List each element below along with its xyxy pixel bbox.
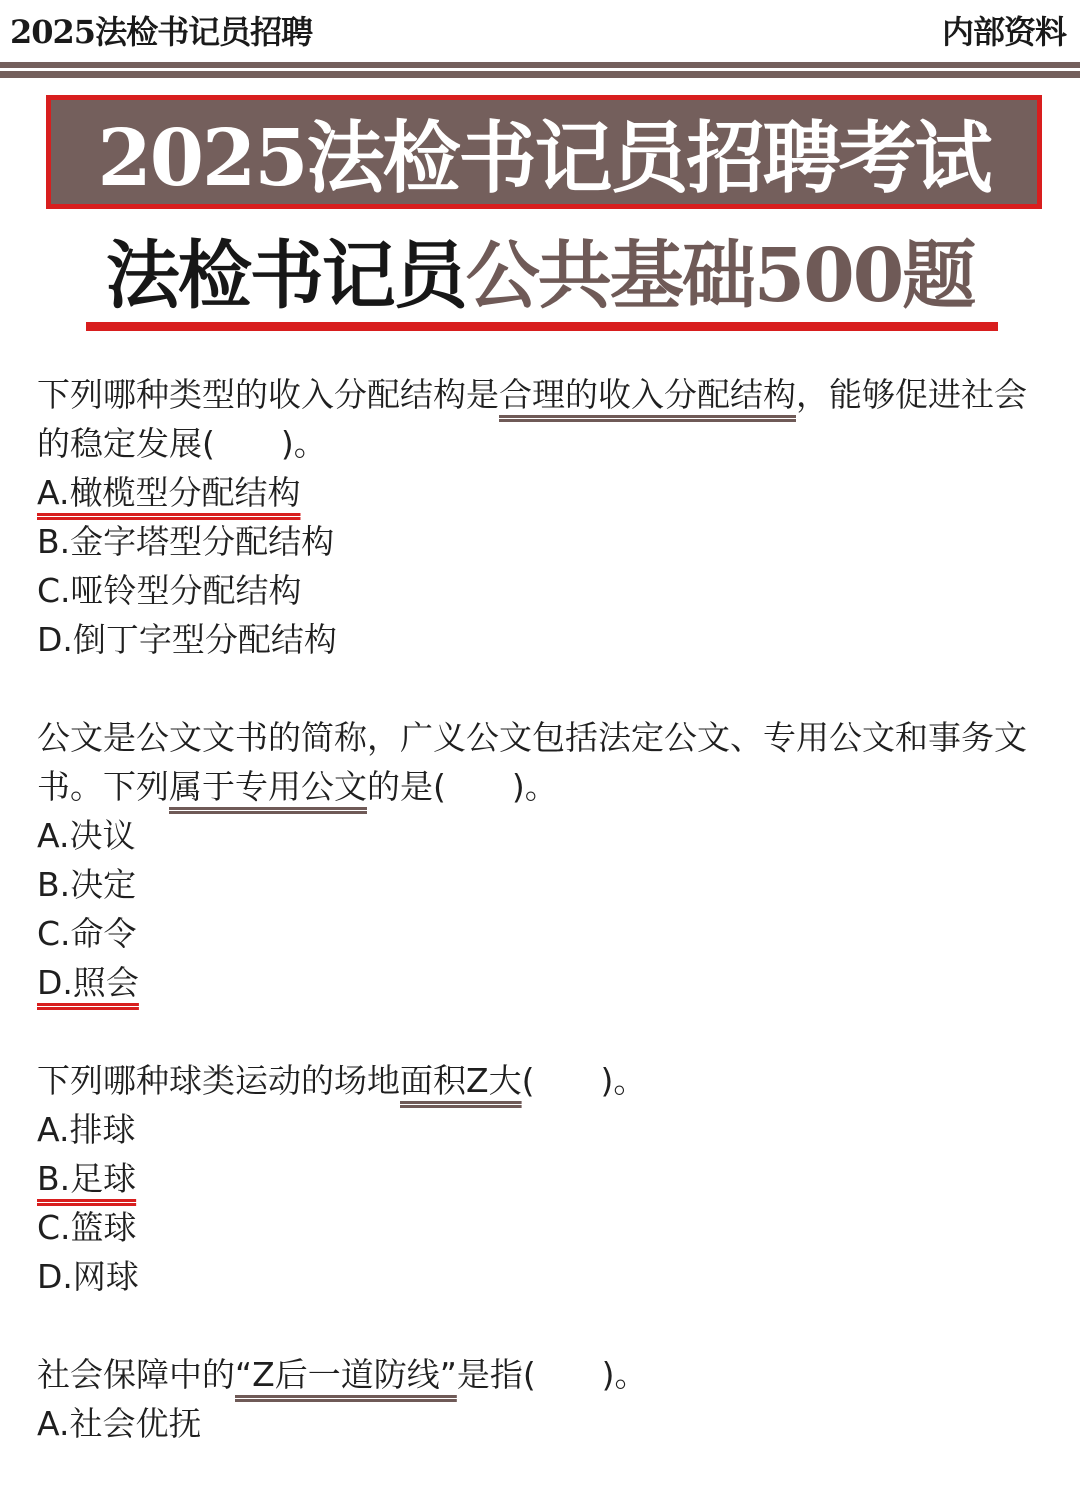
question-stem [37,713,1047,811]
stem-keyword: “Z后一道防线” [235,1355,457,1394]
option-b: B.决定 [37,865,137,904]
option-c: C.命令 [37,914,137,953]
subtitle-brown: 公共基础500题 [465,233,975,319]
option-a [37,468,1047,517]
option-b: B.金字塔型分配结构 [37,522,335,561]
subtitle-underline [86,322,998,331]
option-b [37,1154,1047,1203]
banner-title: 2025法检书记员招聘考试 [97,113,991,204]
header-divider-line [0,68,1080,71]
stem-text: ，能够促进社会的稳定发展( )。 [37,375,1027,463]
option-d [37,958,1047,1007]
answer-option: B.足球 [37,1159,137,1198]
title-banner [46,95,1042,209]
option-c: C.篮球 [37,1208,137,1247]
stem-text: 公文是公文文书的简称，广义公文包括法定公文、专用公文和事务文书。下列 [37,718,1027,806]
header-tag: 内部资料 [941,13,1066,51]
option-c: C.哑铃型分配结构 [37,571,302,610]
question-item [37,713,1047,1007]
option-a: A.决议 [37,816,136,855]
stem-text: 社会保障中的 [37,1355,235,1394]
page-subtitle [0,234,1080,318]
answer-option: A.橄榄型分配结构 [37,473,301,512]
stem-text: 下列哪种球类运动的场地 [37,1061,400,1100]
stem-text: ( )。 [521,1061,647,1100]
option-a: A.排球 [37,1110,136,1149]
stem-text: 下列哪种类型的收入分配结构是 [37,375,499,414]
stem-text: 的是( )。 [367,767,558,806]
top-header [0,0,1080,62]
header-title: 2025法检书记员招聘 [10,13,313,51]
question-item [37,1056,1047,1301]
question-list [37,370,1047,1497]
stem-keyword: 属于专用公文 [169,767,367,806]
question-item [37,1350,1047,1448]
question-item [37,370,1047,664]
question-stem [37,1056,1047,1105]
title-banner-inner [51,100,1037,204]
question-stem [37,370,1047,468]
stem-keyword: 面积Z大 [400,1061,522,1100]
option-d: D.网球 [37,1257,139,1296]
option-a: A.社会优抚 [37,1404,202,1443]
answer-option: D.照会 [37,963,139,1002]
stem-keyword: 合理的收入分配结构 [499,375,796,414]
subtitle-black: 法检书记员 [105,233,466,319]
option-d: D.倒丁字型分配结构 [37,620,337,659]
question-stem [37,1350,1047,1399]
stem-text: 是指( )。 [456,1355,648,1394]
